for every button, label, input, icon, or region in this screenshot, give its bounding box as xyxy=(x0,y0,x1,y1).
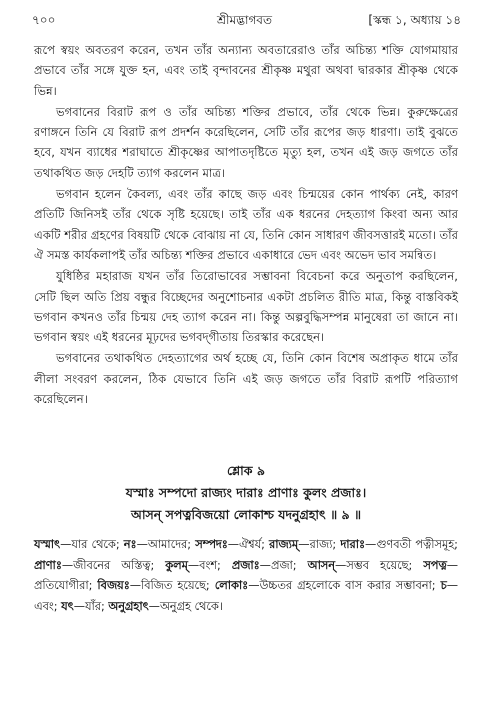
synonym-term: আসন্‌ xyxy=(307,558,335,572)
synonym-term: রাজ্যম্‌ xyxy=(269,538,299,551)
synonym-meaning: ঐশ্বর্য; xyxy=(239,538,265,551)
synonym-term: সপত্ন xyxy=(423,558,447,572)
paragraph: ভগবান হলেন কৈবল্য, এবং তাঁর কাছে জড় এবং চিন্ময়ের কোন পার্থক্য নেই, কারণ প্রতিটি জিনিসই তাঁর থেকে সৃষ্টি হয়েছে। তাই তাঁর এক ধরনের দেহত্যাগ কিংবা অন্য আর একটি শরীর গ্রহণের বিষয়টি থেকে বোঝায় না যে, তিনি কোন সাধারণ জীবসত্তারই মতো। তাঁর ঐ সমস্ত কার্যকলাপই তাঁর অচিন্ত্য শক্তির প্রভাবে একাধারে ভেদ এবং অভেদ ভাব সমন্বিত। xyxy=(34,187,458,262)
synonym-term: দারাঃ xyxy=(340,538,366,551)
synonym-meaning: রাজ্য; xyxy=(309,538,337,551)
synonym-meaning: বিজিত হয়েছে; xyxy=(141,579,210,593)
synonym-term: লোকাঃ xyxy=(214,579,249,593)
synonym-meaning: উচ্চতর গ্রহলোকে বাস করার সম্ভাবনা; xyxy=(259,579,436,593)
synonym-term: যৎ xyxy=(61,599,74,613)
synonym-term: প্রাণাঃ xyxy=(34,558,62,572)
paragraph: রূপে স্বয়ং অবতরণ করেন, তখন তাঁর অন্যান্য অবতারেরাও তাঁর অচিন্ত্য শক্তি যোগমায়ার প্রভাবে তাঁর সঙ্গে যুক্ত হন, এবং তাই বৃন্দাবনের শ্রীকৃষ্ণ মথুরা অথবা দ্বারকার শ্রীকৃষ্ণ থেকে ভিন্ন। xyxy=(34,43,458,98)
verse-label: শ্লোক ৯ xyxy=(226,463,266,478)
paragraph: যুধিষ্ঠির মহারাজ যখন তাঁর তিরোভাবের সম্ভাবনা বিবেচনা করে অনুতাপ করছিলেন, সেটি ছিল অতি প্রিয় বন্ধুর বিচ্ছেদের অনুশোচনার একটা প্রচলিত রীতি মাত্র, কিন্তু বাস্তবিকই ভগবান কখনও তাঁর চিন্ময় দেহ ত্যাগ করেন না। কিন্তু অল্পবুদ্ধিসম্পন্ন মানুষেরা তা জানে না। ভগবান স্বয়ং এই ধরনের মূঢ়দের ভগবদ্‌গীতায় তিরস্কার করেছেন। xyxy=(34,269,458,345)
synonym-meaning: সম্ভব হয়েছে; xyxy=(346,558,413,572)
synonym-term: সম্পদঃ xyxy=(195,538,228,551)
synonym-meaning: অনুগ্রহ থেকে। xyxy=(159,599,223,613)
synonym-meaning: এবং; xyxy=(34,599,58,613)
synonym-term: যস্মাৎ xyxy=(34,538,61,551)
paragraph: ভগবানের বিরাট রূপ ও তাঁর অচিন্ত্য শক্তির প্রভাবে, তাঁর থেকে ভিন্ন। কুরুক্ষেত্রের রণাঙ্গনে তিনি যে বিরাট রূপ প্রদর্শন করেছিলেন, সেটি তাঁর রূপের জড় ধারণা। তাই বুঝতে হবে, যখন ব্যাধের শরাঘাতে শ্রীকৃষ্ণের আপাতদৃষ্টিতে মৃত্যু হল, তখন এই জড় জগতে তাঁর তথাকথিত জড় দেহটি ত্যাগ করলেন মাত্র। xyxy=(34,104,458,180)
synonym-meaning: আমাদের; xyxy=(147,538,192,551)
paragraph: ভগবানের তথাকথিত দেহত্যাগের অর্থ হচ্ছে যে, তিনি কোন বিশেষ অপ্রাকৃত ধামে তাঁর লীলা সংবরণ করলেন, ঠিক যেভাবে তিনি এই জড় জগতে তাঁর বিরাট রূপটি পরিত্যাগ করেছিলেন। xyxy=(34,351,458,407)
book-title: শ্রীমদ্ভাগবত xyxy=(216,13,272,27)
synonym-term: চ xyxy=(440,579,447,593)
verse-line-1: যস্মাঃ সম্পদো রাজ্যং দারাঃ প্রাণাঃ কুলং প্রজাঃ। xyxy=(125,485,367,500)
page-number: ৭০০ xyxy=(32,13,56,27)
verse-line-2: আসন্‌ সপত্নবিজয়ো লোকাশ্চ যদনুগ্রহাৎ ॥ ৯ ॥ xyxy=(130,507,362,522)
synonym-meaning: যাঁর; xyxy=(85,599,105,613)
word-for-word-synonyms: যস্মাৎ—যার থেকে; নঃ—আমাদের; সম্পদঃ—ঐশ্বর্য; রাজ্যম্‌—রাজ্য; দারাঃ—গুণবতী পত্নীসমূহ; প্রাণাঃ—জীবনের অস্তিত্ব; কুলম্‌—বংশ; প্রজাঃ—প্রজা; আসন্‌—সম্ভব হয়েছে; সপত্ন—প্রতিযোগীরা; বিজয়ঃ—বিজিত হয়েছে; লোকাঃ—উচ্চতর গ্রহলোকে বাস করার সম্ভাবনা; চ—এবং; যৎ—যাঁর; অনুগ্রহাৎ—অনুগ্রহ থেকে। xyxy=(34,538,459,613)
synonym-meaning: প্রজা; xyxy=(270,558,297,572)
verse-block xyxy=(34,460,458,526)
synonym-term: প্রজাঃ xyxy=(231,558,260,572)
purport-text xyxy=(34,40,458,410)
synonym-meaning: জীবনের অস্তিত্ব; xyxy=(73,558,155,572)
synonym-term: অনুগ্রহাৎ xyxy=(108,599,149,613)
synonym-term: কুলম্‌ xyxy=(165,558,188,572)
synonym-meaning: বংশ; xyxy=(199,558,221,572)
page-header xyxy=(28,10,461,30)
synonym-term: নঃ xyxy=(123,538,137,551)
synonym-term: বিজয়ঃ xyxy=(97,579,130,593)
synonym-meaning: প্রতিযোগীরা; xyxy=(34,579,93,593)
synonym-meaning: গুণবতী পত্নীসমূহ; xyxy=(376,538,458,551)
section-reference: [স্কন্ধ ১, অধ্যায় ১৪ xyxy=(368,13,461,27)
synonym-meaning: যার থেকে; xyxy=(71,538,120,551)
